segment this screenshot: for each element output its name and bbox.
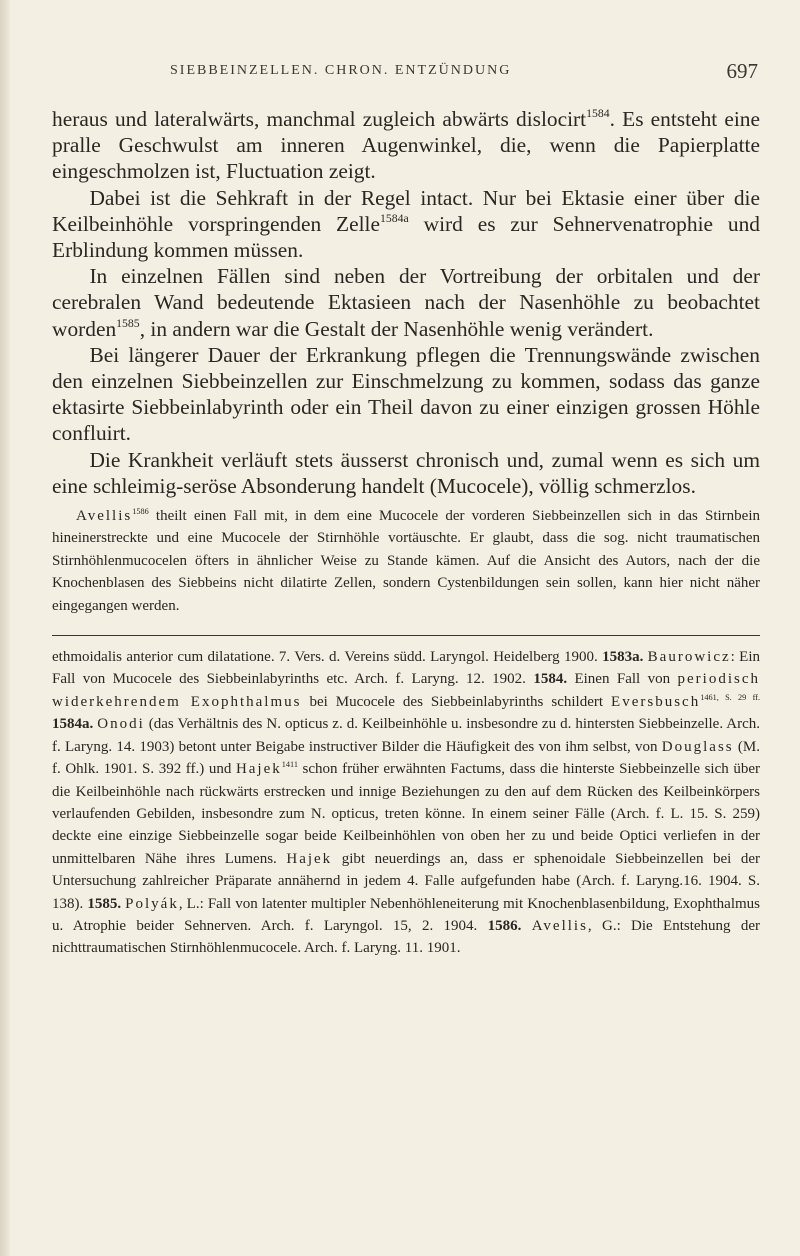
body-paragraph	[52, 185, 760, 264]
footnotes	[52, 646, 760, 960]
reference-superscript: 1461, S. 29 ff.	[700, 692, 761, 702]
text-run: Bei längerer Dauer der Erkrankung pflegen die Trennungswände zwischen den einzelnen Siebbeinzellen zur Einschmelzung zu kommen, sodass das ganze ektasirte Siebbeinlabyrinth oder ein Theil davon zu einer einzigen grossen Höhle confluirt.	[52, 342, 760, 446]
reference-superscript: 1586	[132, 506, 149, 516]
author-name: Onodi	[97, 716, 145, 733]
footnote-separator	[52, 635, 760, 636]
text-run	[521, 918, 531, 934]
running-title: SIEBBEINZELLEN. CHRON. ENTZÜNDUNG	[170, 63, 512, 78]
body-paragraph	[52, 447, 760, 499]
body-paragraph	[52, 106, 760, 185]
text-run: theilt einen Fall mit, in dem eine Mucocele der vorderen Siebbeinzellen sich in das Stirnbein hineinerstreckte und eine Mucocele der Stirnhöhle vortäuschte. Er glaubt, dass die sog. nicht traumatischen Stirnhöhlenmucocelen öfters in ähnlicher Weise zu Stande kämen. Auf die Ansicht des Autors, nach der die Knochenblasen des Siebbeins nicht dilatirte Zellen, sondern Cystenbildungen sein sollen, kann hier nicht näher eingegangen werden.	[52, 508, 760, 614]
author-name: Hajek	[235, 761, 282, 778]
text-run: bei Mucocele des Siebbeinlabyrinths schildert	[301, 693, 612, 710]
reference-superscript: 1584a	[379, 212, 409, 225]
footnote-number: 1584.	[533, 671, 568, 688]
text-run: In einzelnen Fällen sind neben der Vortreibung der orbitalen und der cerebralen Wand bedeutende Ektasieen nach der Nasenhöhle zu beobachtet worden	[52, 264, 760, 341]
text-run: (M. f. Ohlk. 1901. S. 392 ff.) und	[52, 738, 760, 778]
text-run: . Es entsteht eine pralle Geschwulst am inneren Augenwinkel, die, wenn die Papierplatte eingeschmolzen ist, Fluctuation zeigt.	[52, 107, 760, 184]
small-paragraph	[52, 505, 760, 617]
footnote-text	[52, 646, 760, 960]
text-run: Dabei ist die Sehkraft in der Regel intact. Nur bei Ektasie einer über die Keilbeinhöhle vorspringenden Zelle	[52, 185, 760, 236]
text-run: , in andern war die Gestalt der Nasenhöhle wenig verändert.	[139, 316, 654, 341]
footnote-number: 1584a.	[52, 716, 94, 733]
author-name: periodisch widerkehrendem Exophthalmus	[52, 671, 760, 710]
small-print-note	[52, 505, 760, 617]
text-run: : Ein Fall von Mucocele des Siebbeinlabyrinths etc. Arch. f. Laryng. 12. 1902.	[52, 649, 761, 688]
text-run: (das Verhältnis des N. opticus z. d. Keilbeinhöhle u. insbesondre zu d. hintersten Siebbeinzelle. Arch. f. Laryng. 14. 1903) betont unter Beigabe instructiver Bilder die Häufigkeit des von ihm selbst, von	[52, 716, 760, 755]
author-name: Eversbusch	[611, 693, 701, 710]
text-run: heraus und lateralwärts, manchmal zugleich abwärts dislocirt	[52, 107, 587, 131]
author-name: Polyák	[125, 895, 179, 912]
author-name: Hajek	[286, 850, 333, 867]
author-name: Douglass	[661, 738, 734, 755]
page-number: 697	[726, 59, 758, 83]
main-paragraphs	[52, 106, 760, 499]
text-run: , G.: Die Entstehung der nichttraumatischen Stirnhöhlenmucocele. Arch. f. Laryng. 11. 1901.	[52, 917, 761, 957]
footnote-number: 1583a.	[602, 649, 644, 666]
text-run: schon früher erwähnten Factums, dass die hinterste Siebbeinzelle sich über die Keilbeinhöhle nach rückwärts erstrecken und innige Beziehungen zu den auf dem Rücken des Keilbeinkörpers verlaufenden Gebilden, insbesondre zum N. opticus, treten könne. In einem seiner Fälle (Arch. f. L. 15. S. 259) deckte eine einzige Siebbeinzelle sogar beide Keilbeinhöhlen von oben her zu und beide Optici verliefen in der unmittelbaren Nähe ihres Lumens.	[52, 761, 760, 867]
text-run: wird es zur Sehnervenatrophie und Erblindung kommen müssen.	[52, 211, 760, 263]
reference-superscript: 1585	[116, 316, 140, 330]
reference-superscript: 1584	[586, 107, 610, 121]
text-run: gibt neuerdings an, dass er sphenoidale Siebbeinzellen bei der Untersuchung zahlreicher Präparate annähernd in jedem 4. Falle aufgefunden habe (Arch. f. Laryng.16. 1904. S. 138).	[52, 850, 761, 912]
footnote-number: 1585.	[87, 895, 122, 912]
main-text	[52, 106, 760, 960]
text-run: Die Krankheit verläuft stets äusserst chronisch und, zumal wenn es sich um eine schleimig-seröse Absonderung handelt (Mucocele), völlig schmerzlos.	[52, 447, 760, 498]
author-name: Avellis	[531, 917, 588, 934]
text-run: ethmoidalis anterior cum dilatatione. 7. Vers. d. Vereins südd. Laryngol. Heidelberg 1900.	[52, 649, 603, 666]
body-paragraph	[52, 342, 760, 447]
author-name: Avellis	[76, 508, 133, 525]
text-run: Einen Fall von	[567, 671, 678, 688]
body-paragraph	[52, 263, 760, 342]
page-binding-edge	[0, 0, 10, 1256]
footnote-number: 1586.	[487, 917, 522, 934]
reference-superscript: 1411	[281, 759, 298, 769]
author-name: Baurowicz	[647, 649, 731, 666]
text-run: , L.: Fall von latenter multipler Nebenhöhleneiterung mit Knochenblasenbildung, Exophthalmus u. Atrophie beider Sehnerven. Arch. f. Laryngol. 15, 2. 1904.	[52, 895, 760, 934]
